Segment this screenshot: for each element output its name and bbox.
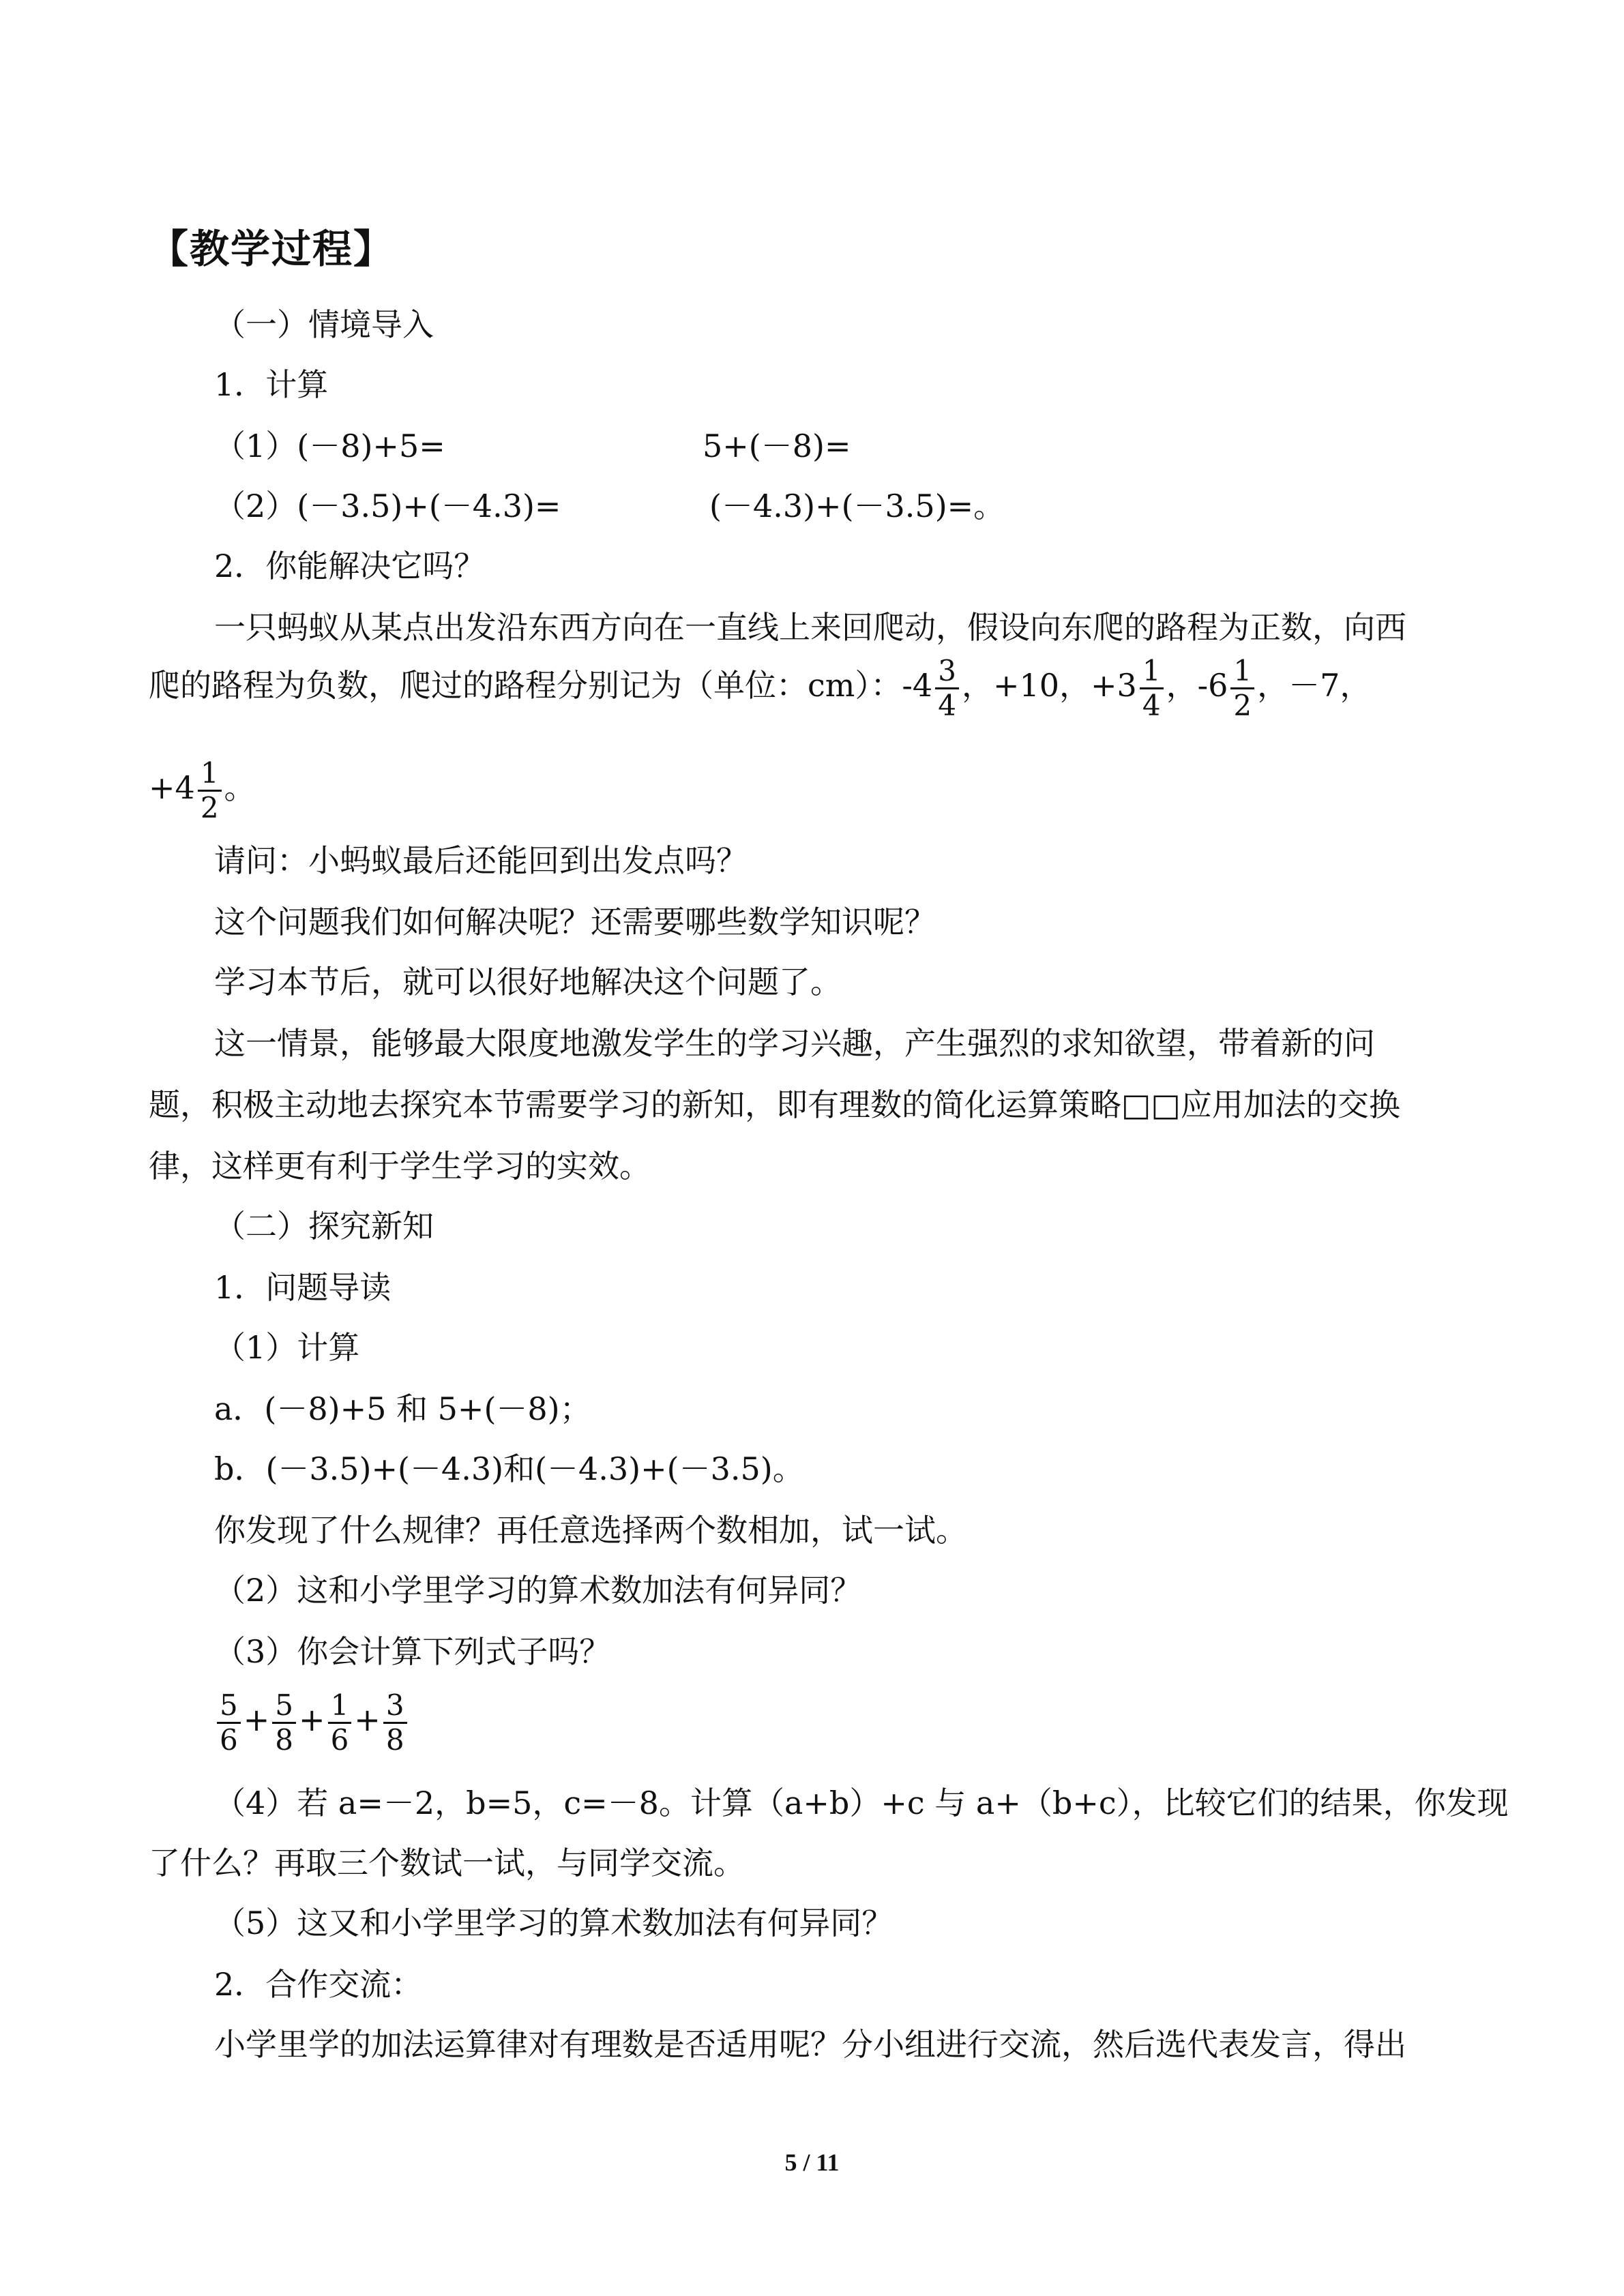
plus-sign: + xyxy=(299,1701,325,1738)
problem-line: 5+(－8)= xyxy=(703,428,851,464)
fraction xyxy=(328,1689,352,1757)
paragraph-line: 这一情景，能够最大限度地激发学生的学习兴趣，产生强烈的求知欲望，带着新的问 xyxy=(214,1025,1375,1062)
math-value: +4 xyxy=(149,769,195,806)
paragraph-line: 学习本节后，就可以很好地解决这个问题了。 xyxy=(214,964,842,1000)
denominator: 2 xyxy=(1233,688,1252,722)
denominator: 8 xyxy=(275,1723,294,1757)
question-line: 你发现了什么规律？再任意选择两个数相加，试一试。 xyxy=(214,1512,967,1549)
item-heading: 1．问题导读 xyxy=(214,1269,392,1306)
question-line: （5）这又和小学里学习的算术数加法有何异同？ xyxy=(214,1905,894,1941)
paragraph-line: 题，积极主动地去探究本节需要学习的新知，即有理数的简化运算策略□□应用加法的交换 xyxy=(149,1086,1400,1123)
math-value: -4 xyxy=(902,667,933,704)
question-line: a．(－8)+5 和 5+(－8)； xyxy=(214,1390,591,1427)
fraction xyxy=(383,1689,407,1757)
question-line: b．(－3.5)+(－4.3)和(－4.3)+(－3.5)。 xyxy=(214,1450,804,1487)
text: ，－7， xyxy=(1257,667,1372,704)
fraction-expression xyxy=(214,1679,410,1761)
numerator: 1 xyxy=(1230,655,1254,689)
paragraph-line: 小学里学的加法运算律对有理数是否适用呢？分小组进行交流，然后选代表发言，得出 xyxy=(214,2026,1406,2063)
denominator: 8 xyxy=(385,1723,404,1757)
subsection-title: （二）探究新知 xyxy=(214,1208,434,1244)
question-line: 了什么？再取三个数试一试，与同学交流。 xyxy=(149,1845,745,1881)
denominator: 4 xyxy=(938,688,956,722)
numerator: 5 xyxy=(272,1689,296,1724)
denominator: 6 xyxy=(330,1723,349,1757)
paragraph-line: 这个问题我们如何解决呢？还需要哪些数学知识呢？ xyxy=(214,904,936,940)
problem-line: (－4.3)+(－3.5)=。 xyxy=(709,488,1005,524)
math-value: -6 xyxy=(1197,667,1228,704)
numerator: 3 xyxy=(935,655,959,689)
item-heading: 2．合作交流： xyxy=(214,1966,423,2003)
question-line: （1）计算 xyxy=(214,1329,360,1366)
numerator: 1 xyxy=(328,1689,352,1724)
paragraph-line xyxy=(149,648,1371,723)
text: ，+10， xyxy=(961,667,1091,704)
item-heading: 1．计算 xyxy=(214,366,329,403)
paragraph-line xyxy=(149,750,256,825)
question-line: （3）你会计算下列式子吗？ xyxy=(214,1633,611,1670)
paragraph-line: 请问：小蚂蚁最后还能回到出发点吗？ xyxy=(214,842,748,879)
fraction xyxy=(935,655,959,722)
fraction xyxy=(217,1689,241,1757)
text: 爬的路程为负数，爬过的路程分别记为（单位：cm）： xyxy=(149,667,902,704)
section-heading: 【教学过程】 xyxy=(149,226,395,272)
plus-sign: + xyxy=(243,1701,270,1738)
numerator: 1 xyxy=(198,757,222,792)
fraction xyxy=(1140,655,1164,722)
plus-sign: + xyxy=(354,1701,381,1738)
paragraph-line: 一只蚂蚁从某点出发沿东西方向在一直线上来回爬动，假设向东爬的路程为正数，向西 xyxy=(214,609,1406,646)
numerator: 1 xyxy=(1140,655,1164,689)
fraction xyxy=(272,1689,296,1757)
item-heading: 2．你能解决它吗？ xyxy=(214,548,486,584)
denominator: 4 xyxy=(1142,688,1161,722)
denominator: 2 xyxy=(200,790,219,824)
numerator: 3 xyxy=(383,1689,407,1724)
text: ， xyxy=(1166,667,1198,704)
fraction xyxy=(198,757,222,824)
problem-line: （2）(－3.5)+(－4.3)= xyxy=(214,488,561,524)
paragraph-line: 律，这样更有利于学生学习的实效。 xyxy=(149,1148,651,1184)
question-line: （4）若 a=－2，b=5，c=－8。计算（a+b）+c 与 a+（b+c），比较它们的结果，你发现 xyxy=(214,1785,1509,1821)
subsection-title: （一）情境导入 xyxy=(214,306,434,343)
question-line: （2）这和小学里学习的算术数加法有何异同？ xyxy=(214,1572,862,1609)
page-number: 5 / 11 xyxy=(784,2149,840,2176)
text: 。 xyxy=(224,769,256,806)
fraction xyxy=(1230,655,1254,722)
math-value: +3 xyxy=(1091,667,1137,704)
problem-line: （1）(－8)+5= xyxy=(214,428,445,464)
numerator: 5 xyxy=(217,1689,241,1724)
denominator: 6 xyxy=(220,1723,238,1757)
